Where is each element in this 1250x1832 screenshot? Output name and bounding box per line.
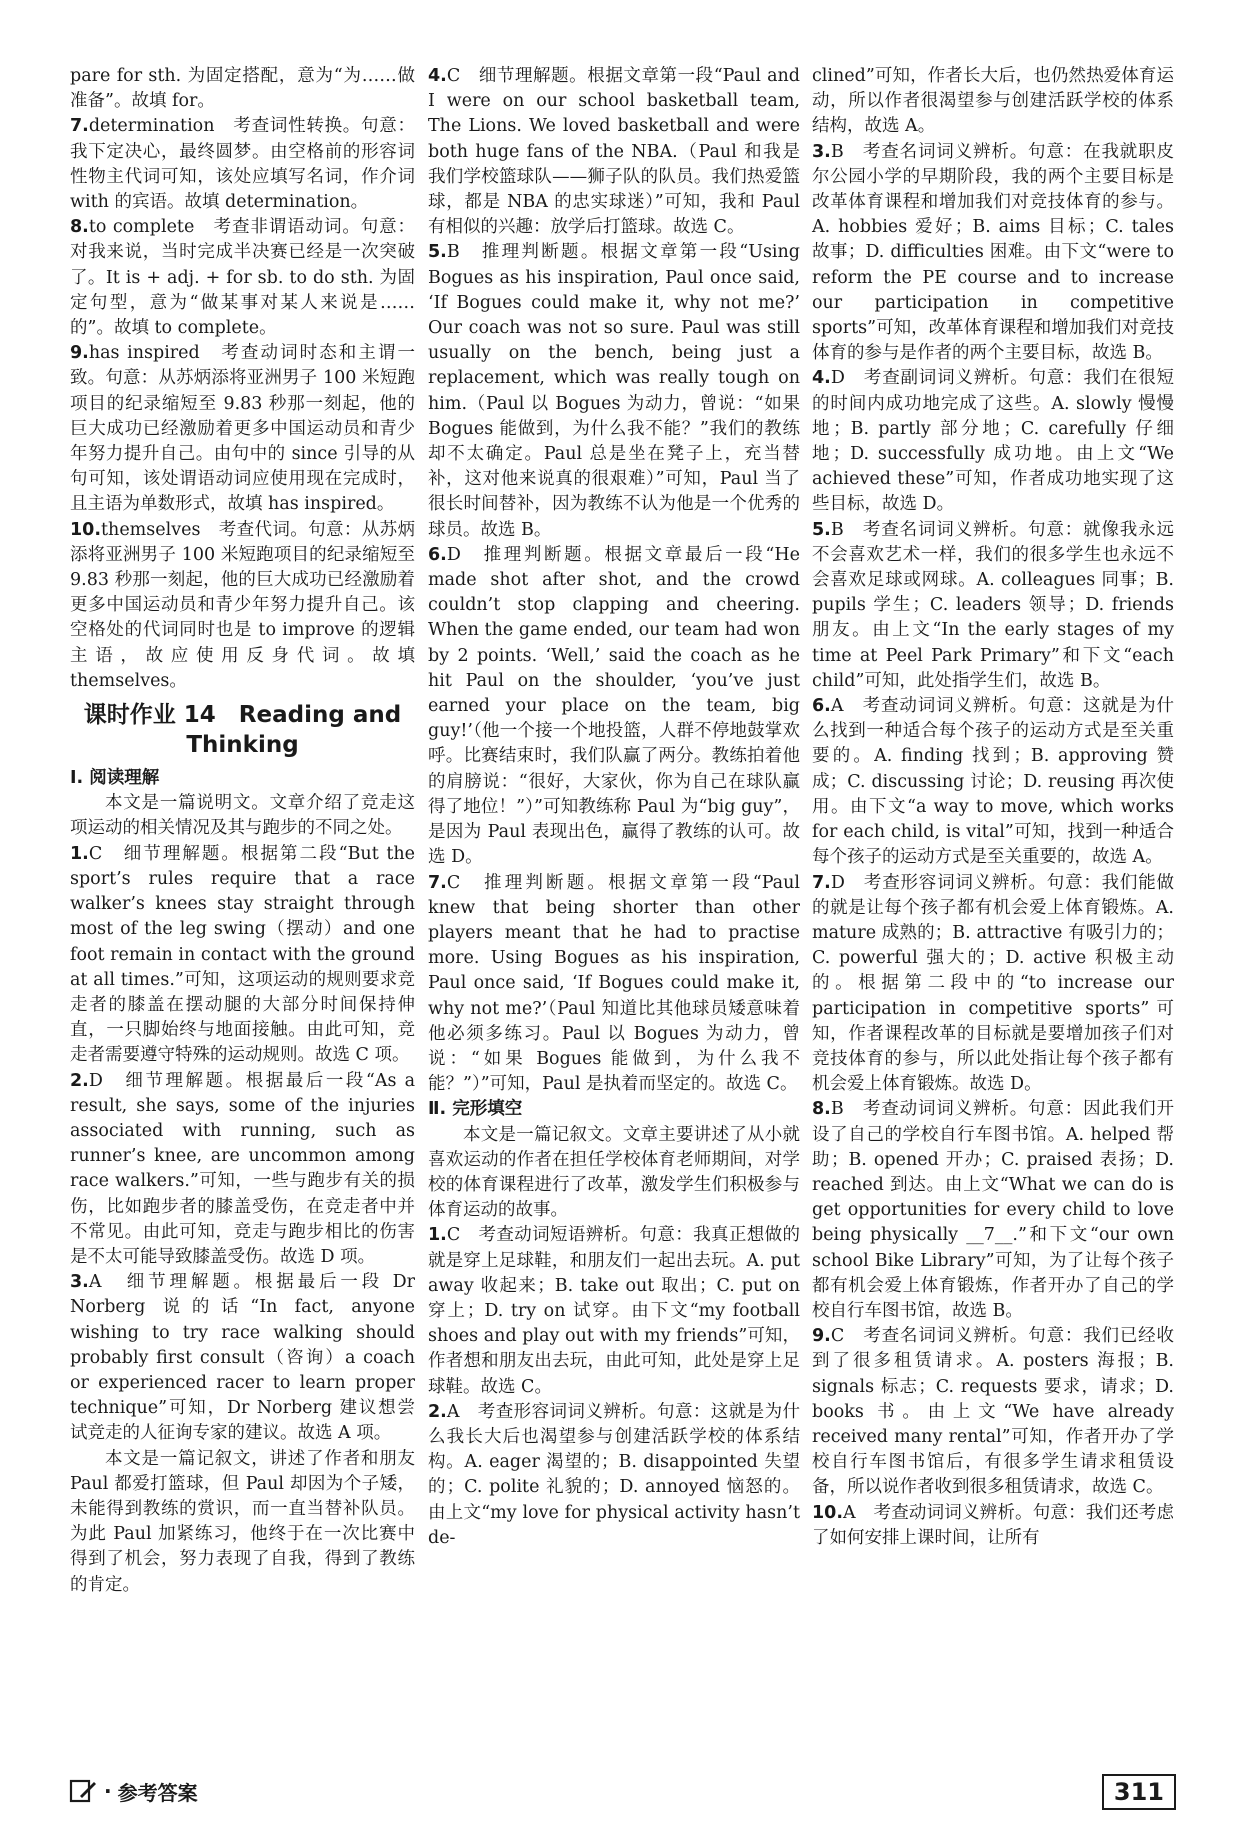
answer-item: 7.D 考查形容词词义辨析。句意：我们能做的就是让每个孩子都有机会爱上体育锻炼。A. mature 成熟的；B. attractive 有吸引力的；C. powerful 强大的；D. active 积极主动的。根据第二段中的“to increase our participation in competitive sports”可知，作者课程改革的目标就是要增加孩子们对竞技体育的参与，所以此处指让每个孩子都有机会爱上体育锻炼。故选 D。 [812,872,1174,1095]
answer-item: 7.C 推理判断题。根据文章第一段“Paul knew that being shorter than other players meant that he had to practise more. Using Bogues as his inspiration, Paul once said, ‘If Bogues could make it, why not me?’（Paul 知道比其他球员矮意味着他必须多练习。Paul 以 Bogues 为动力，曾说：“如果 Bogues 能做到，为什么我不能？”）”可知，Paul 是执着而坚定的。故选 C。 [428,872,800,1095]
passage-intro: 本文是一篇说明文。文章介绍了竞走这项运动的相关情况及其与跑步的不同之处。 [70,793,415,839]
continued-text: pare for sth. 为固定搭配，意为“为……做准备”。故填 for。 [70,66,415,112]
column-2 [428,64,800,1551]
answer-item: 9.C 考查名词词义辨析。句意：我们已经收到了很多租赁请求。A. posters 海报；B. signals 标志；C. requests 要求，请求；D. books 书。由上文“We have already received many rental”可知，作者开办了学校自行车图书馆后，有很多学生请求租赁设备，所以说作者收到很多租赁请求，故选 C。 [812,1326,1174,1498]
column-3 [812,64,1174,1551]
footer-label [68,1776,198,1806]
column-1 [70,64,415,1598]
pen-icon [68,1776,98,1806]
answer-item: 4.D 考查副词词义辨析。句意：我们在很短的时间内成功地完成了这些。A. slowly 慢慢地；B. partly 部分地；C. carefully 仔细地；D. successfully 成功地。由上文“We achieved these”可知，作者成功地实现了这些目标，故选 D。 [812,368,1174,515]
footer-dot: · [104,1779,112,1803]
answer-item: 7.determination 考查词性转换。句意：我下定决心，最终圆梦。由空格前的形容词性物主代词可知，该处应填写名词，作介词 with 的宾语。故填 determination。 [70,116,415,213]
answer-item: 1.C 细节理解题。根据第二段“But the sport’s rules require that a race walker’s knees stay straight through most of the leg swing（摆动）and one foot remain in contact with the ground at all times.”可知，这项运动的规则要求竞走者的膝盖在摆动腿的大部分时间保持伸直，一只脚始终与地面接触。由此可知，竞走者需要遵守特殊的运动规则。故选 C 项。 [70,843,415,1066]
subsection-title: Ⅱ. 完形填空 [428,1099,523,1120]
answer-item: 5.B 考查名词词义辨析。句意：就像我永远不会喜欢艺术一样，我们的很多学生也永远不会喜欢足球或网球。A. colleagues 同事；B. pupils 学生；C. leaders 领导；D. friends 朋友。由上文“In the early stages of my time at Peel Park Primary”和下文“each child”可知，此处指学生们，故选 B。 [812,519,1174,691]
continued-text: clined”可知，作者长大后，也仍然热爱体育运动，所以作者很渴望参与创建活跃学校的体系结构，故选 A。 [812,66,1174,137]
answer-item: 3.B 考查名词词义辨析。句意：在我就职皮尔公园小学的早期阶段，我的两个主要目标是改革体育课程和增加我们对竞技体育的参与。A. hobbies 爱好；B. aims 目标；C. tales 故事；D. difficulties 困难。由下文“were to reform the PE course and to increase our participation in competitive sports”可知，改革体育课程和增加我们对竞技体育的参与是作者的两个主要目标，故选 B。 [812,141,1174,364]
answer-item: 9.has inspired 考查动词时态和主谓一致。句意：从苏炳添将亚洲男子 100 米短跑项目的纪录缩短至 9.83 秒那一刻起，他的巨大成功已经激励着更多中国运动员和青少年努力提升自己。由句中的 since 引导的从句可知，该处谓语动词应使用现在完成时，且主语为单数形式，故填 has inspired。 [70,343,415,515]
answer-item: 8.B 考查动词词义辨析。句意：因此我们开设了自己的学校自行车图书馆。A. helped 帮助；B. opened 开办；C. praised 表扬；D. reached 到达。由上文“What we can do is get opportunities for every child to love being physically __7__.”和下文“our own school Bike Library”可知，为了让每个孩子都有机会爱上体育锻炼，作者开办了自己的学校自行车图书馆，故选 B。 [812,1099,1174,1321]
answer-item: 2.A 考查形容词词义辨析。句意：这就是为什么我长大后也渴望参与创建活跃学校的体系结构。A. eager 渴望的；B. disappointed 失望的；C. polite 礼貌的；D. annoyed 恼怒的。由上文“my love for physical activity hasn’t de- [428,1401,800,1548]
passage-intro: 本文是一篇记叙文。文章主要讲述了从小就喜欢运动的作者在担任学校体育老师期间，对学校的体育课程进行了改革，激发学生们积极参与体育运动的故事。 [428,1124,800,1221]
answer-item: 10.themselves 考查代词。句意：从苏炳添将亚洲男子 100 米短跑项目的纪录缩短至 9.83 秒那一刻起，他的巨大成功已经激励着更多中国运动员和青少年努力提升自己。该空格处的代词同时也是 to improve 的逻辑主语，故应使用反身代词。故填 themselves。 [70,519,415,691]
answer-list-2 [70,842,415,1447]
passage-intro: 本文是一篇记叙文，讲述了作者和朋友 Paul 都爱打篮球，但 Paul 却因为个子矮，未能得到教练的赏识，而一直当替补队员。为此 Paul 加紧练习，他终于在一次比赛中得到了机会，努力表现了自我，得到了教练的肯定。 [70,1448,415,1595]
answer-item: 10.A 考查动词词义辨析。句意：我们还考虑了如何安排上课时间，让所有 [812,1502,1174,1548]
page-number: 311 [1102,1774,1176,1810]
answer-item: 8.to complete 考查非谓语动词。句意：对我来说，当时完成半决赛已经是一次突破了。It is + adj. + for sb. to do sth. 为固定句型，意为“做某事对某人来说是……的”。故填 to complete。 [70,217,415,339]
answer-list-1 [70,114,415,694]
footer-text: 参考答案 [117,1780,198,1805]
answer-item: 3.A 细节理解题。根据最后一段 Dr Norberg 说的话“In fact, anyone wishing to try race walking should probably first consult（咨询）a coach or experienced racer to learn proper technique”可知，Dr Norberg 建议想尝试竞走的人征询专家的建议。故选 A 项。 [70,1272,415,1444]
section-heading: 课时作业 14 Reading and Thinking [83,702,402,759]
answer-item: 4.C 细节理解题。根据文章第一段“Paul and I were on our school basketball team, The Lions. We loved basketball and were both huge fans of the NBA.（Paul 和我是我们学校篮球队——狮子队的队员。我们热爱篮球，都是 NBA 的忠实球迷）”可知，我和 Paul 有相似的兴趣：放学后打篮球。故选 C。 [428,66,800,238]
answer-item: 5.B 推理判断题。根据文章第一段“Using Bogues as his inspiration, Paul once said, ‘If Bogues could make it, why not me?’ Our coach was not so sure. Paul was still usually on the bench, being just a replacement, which was really tough on him.（Paul 以 Bogues 为动力，曾说：“如果 Bogues 能做到，为什么我不能？”我们的教练却不太确定。Paul 总是坐在凳子上，充当替补，这对他来说真的很艰难）”可知，Paul 当了很长时间替补，因为教练不认为他是一个优秀的球员。故选 B。 [428,242,800,540]
answer-item: 1.C 考查动词短语辨析。句意：我真正想做的就是穿上足球鞋，和朋友们一起出去玩。A. put away 收起来；B. take out 取出；C. put on 穿上；D. try on 试穿。由下文“my football shoes and play out with my friends”可知，作者想和朋友出去玩，由此可知，此处是穿上足球鞋。故选 C。 [428,1225,800,1397]
answer-item: 6.A 考查动词词义辨析。句意：这就是为什么找到一种适合每个孩子的运动方式是至关重要的。A. finding 找到；B. approving 赞成；C. discussing 讨论；D. reusing 再次使用。由下文“a way to move, which works for each child, is vital”可知，找到一种适合每个孩子的运动方式是至关重要的，故选 A。 [812,696,1174,868]
answer-item: 2.D 细节理解题。根据最后一段“As a result, she says, some of the injuries associated with running, such as runner’s knee, are uncommon among race walkers.”可知，一些与跑步有关的损伤，比如跑步者的膝盖受伤，在竞走者中并不常见。由此可知，竞走与跑步相比的伤害是不太可能导致膝盖受伤。故选 D 项。 [70,1070,415,1267]
subsection-title: Ⅰ. 阅读理解 [70,768,160,789]
answer-item: 6.D 推理判断题。根据文章最后一段“He made shot after shot, and the crowd couldn’t stop clapping and cheering. When the game ended, our team had won by 2 points. ‘Well,’ said the coach as he hit Paul on the shoulder, ‘you’ve just earned your place on the team, big guy!’（他一个接一个地投篮，人群不停地鼓掌欢呼。比赛结束时，我们队赢了两分。教练拍着他的肩膀说：“很好，大家伙，你为自己在球队赢得了地位！”）”可知教练称 Paul 为“big guy”，是因为 Paul 表现出色，赢得了教练的认可。故选 D。 [428,544,800,868]
